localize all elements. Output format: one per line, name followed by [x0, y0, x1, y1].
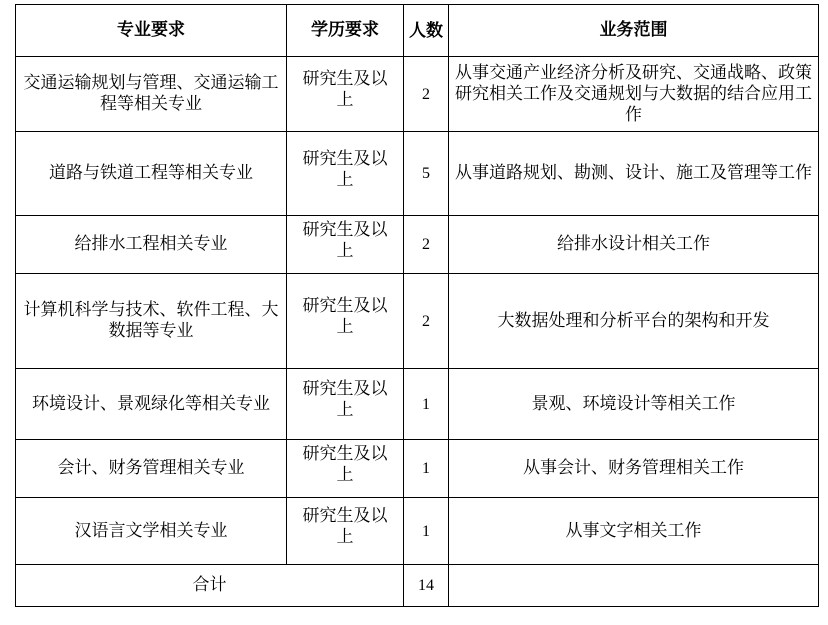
table-row	[16, 57, 819, 132]
major-cell: 给排水工程相关专业	[16, 216, 287, 274]
count-cell: 2	[404, 274, 449, 369]
education-cell	[287, 369, 404, 440]
major-cell: 汉语言文学相关专业	[16, 498, 287, 565]
header-education: 学历要求	[287, 5, 404, 57]
total-label: 合计	[16, 565, 404, 607]
count-cell: 1	[404, 369, 449, 440]
education-text: 研究生及以上	[302, 506, 388, 547]
education-text: 研究生及以上	[302, 219, 388, 261]
total-count: 14	[404, 565, 449, 607]
count-cell: 2	[404, 216, 449, 274]
major-cell: 道路与铁道工程等相关专业	[16, 132, 287, 216]
education-text: 研究生及以上	[302, 379, 388, 420]
major-cell: 计算机科学与技术、软件工程、大数据等专业	[16, 274, 287, 369]
major-cell: 会计、财务管理相关专业	[16, 440, 287, 498]
scope-cell: 大数据处理和分析平台的架构和开发	[449, 274, 819, 369]
education-text: 研究生及以上	[302, 69, 388, 110]
total-row	[16, 565, 819, 607]
scope-cell: 从事交通产业经济分析及研究、交通战略、政策研究相关工作及交通规划与大数据的结合应用工作	[449, 57, 819, 132]
total-scope-cell	[449, 565, 819, 607]
education-text: 研究生及以上	[302, 148, 388, 190]
recruitment-table	[15, 4, 819, 607]
header-count: 人数	[404, 5, 449, 57]
header-major: 专业要求	[16, 5, 287, 57]
count-cell: 1	[404, 440, 449, 498]
education-cell	[287, 132, 404, 216]
table-row	[16, 132, 819, 216]
scope-cell: 给排水设计相关工作	[449, 216, 819, 274]
education-cell	[287, 216, 404, 274]
count-cell: 1	[404, 498, 449, 565]
education-cell	[287, 57, 404, 132]
table-row	[16, 498, 819, 565]
count-cell: 5	[404, 132, 449, 216]
scope-cell: 景观、环境设计等相关工作	[449, 369, 819, 440]
scope-cell: 从事道路规划、勘测、设计、施工及管理等工作	[449, 132, 819, 216]
education-text: 研究生及以上	[302, 296, 388, 337]
scope-cell: 从事文字相关工作	[449, 498, 819, 565]
header-row	[16, 5, 819, 57]
major-cell: 环境设计、景观绿化等相关专业	[16, 369, 287, 440]
count-cell: 2	[404, 57, 449, 132]
education-cell	[287, 274, 404, 369]
table-row	[16, 440, 819, 498]
education-cell	[287, 440, 404, 498]
table-row	[16, 369, 819, 440]
header-scope: 业务范围	[449, 5, 819, 57]
education-text: 研究生及以上	[302, 443, 388, 485]
scope-cell: 从事会计、财务管理相关工作	[449, 440, 819, 498]
education-cell	[287, 498, 404, 565]
table-row	[16, 274, 819, 369]
major-cell: 交通运输规划与管理、交通运输工程等相关专业	[16, 57, 287, 132]
table-row	[16, 216, 819, 274]
